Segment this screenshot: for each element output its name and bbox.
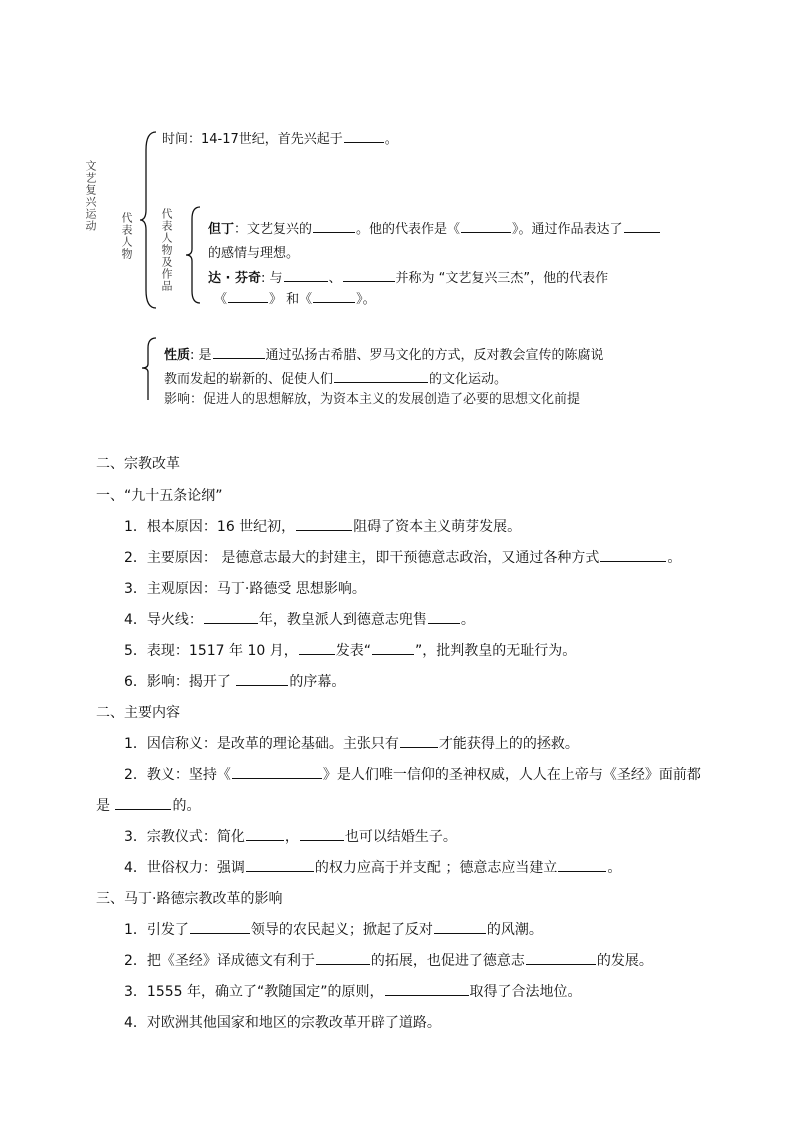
davinci-text-5: 》 和《: [269, 292, 313, 307]
blank[interactable]: [558, 870, 606, 872]
blank[interactable]: [300, 839, 344, 841]
item-text: 领导的农民起义；掀起了反对: [250, 922, 433, 938]
item-num: 3．: [124, 581, 147, 597]
item3-1: [124, 914, 543, 946]
blank[interactable]: [385, 994, 469, 996]
item-text: 因信称义：是改革的理论基础。主张只有: [146, 736, 399, 752]
item1-6: [124, 666, 345, 698]
davinci-text-4: 《: [214, 292, 228, 307]
blank-dante-work[interactable]: [461, 231, 511, 233]
nature-text-3: 教而发起的崭新的、促使人们: [164, 372, 334, 387]
item-num: 4．: [124, 860, 147, 876]
davinci-text-6: 》。: [356, 292, 376, 307]
item-text: 的序幕。: [289, 674, 346, 690]
item-text: 是: [96, 798, 115, 814]
blank[interactable]: [526, 963, 596, 965]
dante-text-3: 》。通过作品表达了: [512, 222, 623, 237]
blank[interactable]: [434, 932, 486, 934]
sub1-heading: 一、“九十五条论纲”: [96, 488, 223, 504]
item1-3: [124, 573, 366, 605]
item2-3: [124, 821, 457, 853]
item-text: 影响：揭开了: [146, 674, 236, 690]
nature-line-2: [164, 368, 507, 387]
item-text: 才能获得上的的拯救。: [438, 736, 579, 752]
item-num: 2．: [124, 550, 147, 566]
blank-work-2[interactable]: [313, 301, 355, 303]
item-text: 也可以结婚生子。: [344, 829, 457, 845]
item1-2: [124, 542, 681, 574]
sub3-heading: 三、马丁·路德宗教改革的影响: [96, 891, 283, 907]
item-num: 2．: [124, 767, 147, 783]
item-num: 1．: [124, 736, 147, 752]
left-brace-outer: [140, 130, 160, 310]
item-text: 把《圣经》译成德文有利于: [146, 953, 315, 969]
blank[interactable]: [299, 653, 335, 655]
cut-off-line: [164, 390, 644, 407]
item1-1: [124, 511, 521, 543]
blank[interactable]: [246, 839, 284, 841]
blank-artist-2[interactable]: [343, 280, 395, 282]
dante-line: [208, 218, 661, 237]
left-brace-inner: [186, 205, 202, 305]
item-num: 1．: [124, 922, 147, 938]
davinci-line-2: [214, 288, 376, 307]
time-line: 时间：14-17世纪，首先兴起于 。: [162, 132, 398, 147]
item-text: 年，教皇派人到德意志兜售: [258, 612, 427, 628]
item-num: 5．: [124, 643, 147, 659]
blank[interactable]: [600, 560, 666, 562]
item-num: 2．: [124, 953, 147, 969]
item-text: ，: [284, 829, 299, 845]
item-text: 对欧洲其他国家和地区的宗教改革开辟了道路。: [146, 1015, 441, 1031]
item-text: 根本原因：16 世纪初，: [146, 519, 296, 535]
item-text: 的。: [172, 798, 201, 814]
davinci-text-1: : 与: [261, 271, 283, 286]
blank[interactable]: [296, 529, 352, 531]
item-text: 取得了合法地位。: [469, 984, 582, 1000]
davinci-line: [208, 267, 608, 286]
blank[interactable]: [246, 870, 314, 872]
cut-off-text: 影响：促进人的思想解放，为资本主义的发展创造了必要的思想文化前提: [164, 392, 581, 407]
davinci-name: 达 · 芬奇: [208, 271, 261, 286]
item2-1: [124, 728, 579, 760]
item3-3: [124, 976, 582, 1008]
time-text: 时间：14-17世纪，首先兴起于: [162, 132, 343, 147]
item2-2: [124, 759, 701, 791]
item-text: 世俗权力：强调: [146, 860, 245, 876]
nature-text-1: : 是: [190, 348, 212, 363]
item-text: 阻碍了资本主义萌芽发展。: [353, 519, 522, 535]
blank[interactable]: [400, 746, 438, 748]
blank[interactable]: [115, 808, 171, 810]
vertical-label-figures: 代表人物: [120, 212, 133, 260]
item-num: 6．: [124, 674, 147, 690]
blank[interactable]: [232, 777, 322, 779]
dante-text-2: 。他的代表作是《: [356, 222, 461, 237]
sub2-heading: 二、主要内容: [96, 705, 180, 721]
blank-dante-role[interactable]: [313, 231, 355, 233]
item-text: 教义：坚持《: [146, 767, 231, 783]
vertical-label-figures-works: 代表人物及作品: [160, 208, 173, 292]
item-text: 》是人们唯一信仰的圣神权威，人人在上帝与《圣经》面前都: [322, 767, 701, 783]
item-text: 的风潮。: [486, 922, 543, 938]
blank-nature-class[interactable]: [213, 357, 265, 359]
item-num: 4．: [124, 612, 147, 628]
item-text: 的权力应高于并支配 ；德意志应当建立: [314, 860, 558, 876]
item-text: 。: [667, 550, 682, 566]
blank-work-1[interactable]: [228, 301, 268, 303]
item-num: 1．: [124, 519, 147, 535]
nature-text-2: 通过弘扬古希腊、罗马文化的方式，反对教会宣传的陈腐说: [265, 348, 604, 363]
item-text: 宗教仪式：简化: [146, 829, 245, 845]
blank[interactable]: [204, 622, 258, 624]
blank-artist-1[interactable]: [284, 280, 328, 282]
item3-2: [124, 945, 653, 977]
item-text: 发表“: [335, 643, 371, 659]
blank[interactable]: [190, 932, 250, 934]
vertical-label-renaissance: 文艺复兴运动: [84, 160, 97, 232]
item-num: 4．: [124, 1015, 147, 1031]
item-text: 表现：1517 年 10 月，: [146, 643, 298, 659]
item2-2b: [96, 790, 200, 822]
item-text: 主要原因： 是德意志最大的封建主，即干预德意志政治，又通过各种方式: [146, 550, 600, 566]
davinci-text-3: 并称为 “文艺复兴三杰”，他的代表作: [395, 271, 609, 286]
nature-label: 性质: [164, 348, 191, 363]
blank[interactable]: [236, 684, 288, 686]
blank[interactable]: [428, 622, 460, 624]
nature-text-4: 的文化运动。: [429, 372, 508, 387]
dante-text-1: ：文艺复兴的: [234, 222, 313, 237]
item3-4: [124, 1007, 441, 1039]
item-text: 1555 年，确立了“教随国定”的原则，: [146, 984, 384, 1000]
blank-nature-goal[interactable]: [334, 381, 428, 383]
item-num: 3．: [124, 984, 147, 1000]
item-text: 。: [460, 612, 475, 628]
davinci-text-2: 、: [328, 271, 342, 286]
blank[interactable]: [372, 653, 414, 655]
left-brace-nature: [142, 336, 158, 400]
nature-line: [164, 344, 604, 363]
blank[interactable]: [316, 963, 370, 965]
item-text: 主观原因：马丁·路德受 思想影响。: [146, 581, 366, 597]
item2-4: [124, 852, 621, 884]
item-text: ”，批判教皇的无耻行为。: [414, 643, 577, 659]
blank-origin[interactable]: [344, 141, 384, 143]
item1-5: [124, 635, 576, 667]
item-text: 导火线：: [146, 612, 203, 628]
item-text: 的拓展，也促进了德意志: [370, 953, 525, 969]
item-num: 3．: [124, 829, 147, 845]
blank-dante-expressed[interactable]: [624, 231, 660, 233]
item-text: 。: [607, 860, 622, 876]
item-text: 引发了: [146, 922, 189, 938]
dante-name: 但丁: [208, 222, 235, 237]
item1-4: [124, 604, 475, 636]
item-text: 的发展。: [596, 953, 653, 969]
dante-line-2: 的感情与理想。: [208, 246, 300, 261]
section2-heading: 二、宗教改革: [96, 456, 180, 472]
